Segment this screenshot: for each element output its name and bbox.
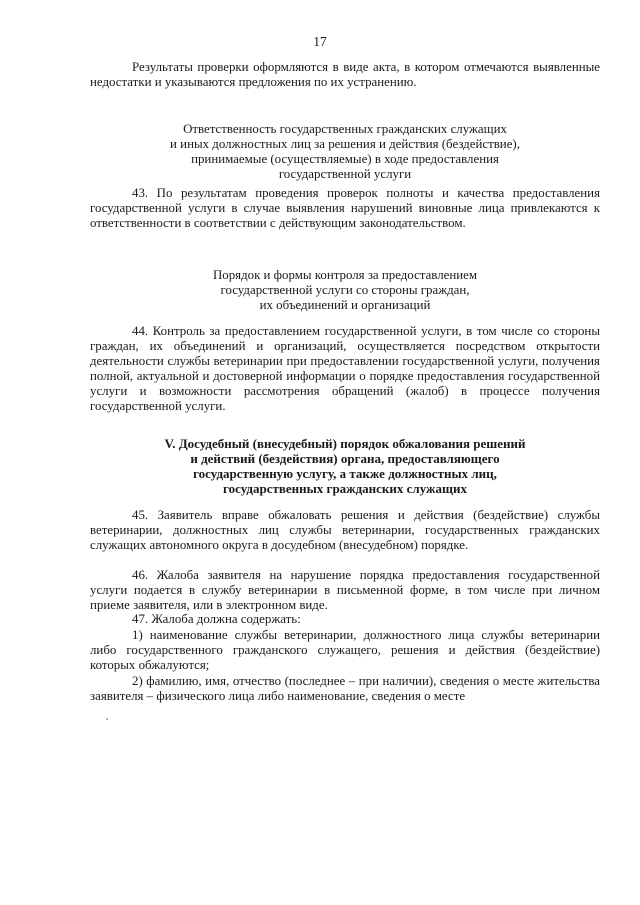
list-item-1-text: 1) наименование службы ветеринарии, должностного лица службы ветеринарии либо государственного гражданского служащего, решения и действия (бездействие) которых обжалуются; — [90, 628, 600, 672]
paragraph-47 — [90, 612, 600, 627]
section-v-heading — [90, 436, 600, 496]
list-item-1 — [90, 628, 600, 673]
section-v-heading-line-2: и действий (бездействия) органа, предоставляющего — [190, 451, 500, 466]
heading-responsibility-line-3: принимаемые (осуществляемые) в ходе предоставления — [191, 152, 499, 166]
paragraph-45-text: 45. Заявитель вправе обжаловать решения и действия (бездействие) службы ветеринарии, должностных лиц службы ветеринарии, государственных гражданских служащих автономного округа в досудебном (внесудебном) порядке. — [90, 508, 600, 552]
page-number: 17 — [313, 34, 327, 49]
section-v-heading-line-3: государственную услугу, а также должностных лиц, — [193, 466, 497, 481]
scan-speck — [106, 718, 108, 720]
heading-control-line-2: государственной услуги со стороны граждан, — [220, 283, 470, 297]
heading-responsibility — [90, 122, 600, 182]
section-v-heading-line-1: V. Досудебный (внесудебный) порядок обжалования решений — [164, 436, 526, 451]
paragraph-46 — [90, 568, 600, 613]
list-item-2-text: 2) фамилию, имя, отчество (последнее – при наличии), сведения о месте жительства заявителя – физического лица либо наименование, сведения о месте — [90, 674, 600, 703]
paragraph-46-text: 46. Жалоба заявителя на нарушение порядка предоставления государственной услуги подается в службу ветеринарии в письменной форме, в том числе при личном приеме заявителя, или в электронном виде. — [90, 568, 600, 612]
paragraph-44-text: 44. Контроль за предоставлением государственной услуги, в том числе со стороны граждан, их объединений и организаций, осуществляется посредством открытости деятельности службы ветеринарии при предоставлении государственной услуги, получения полной, актуальной и достоверной информации о порядке предоставления государственной услуги и возможности рассмотрения обращений (жалоб) в процессе получения государственной услуги. — [90, 324, 600, 413]
heading-control — [90, 268, 600, 313]
paragraph-43 — [90, 186, 600, 231]
heading-responsibility-line-1: Ответственность государственных гражданских служащих — [183, 122, 507, 136]
intro-paragraph-text: Результаты проверки оформляются в виде акта, в котором отмечаются выявленные недостатки и указываются предложения по их устранению. — [90, 60, 600, 89]
heading-responsibility-line-4: государственной услуги — [278, 167, 412, 181]
heading-control-line-1: Порядок и формы контроля за предоставлением — [212, 268, 478, 282]
intro-paragraph — [90, 60, 600, 90]
paragraph-45 — [90, 508, 600, 553]
heading-responsibility-line-2: и иных должностных лиц за решения и действия (бездействие), — [170, 137, 520, 151]
list-item-2 — [90, 674, 600, 704]
paragraph-47-text: 47. Жалоба должна содержать: — [132, 612, 301, 626]
paragraph-43-text: 43. По результатам проведения проверок полноты и качества предоставления государственной услуги в случае выявления нарушений виновные лица привлекаются к ответственности в соответствии с действующим законодательством. — [90, 186, 600, 230]
heading-control-line-3: их объединений и организаций — [259, 298, 431, 312]
section-v-heading-line-4: государственных гражданских служащих — [223, 481, 467, 496]
paragraph-44 — [90, 324, 600, 414]
